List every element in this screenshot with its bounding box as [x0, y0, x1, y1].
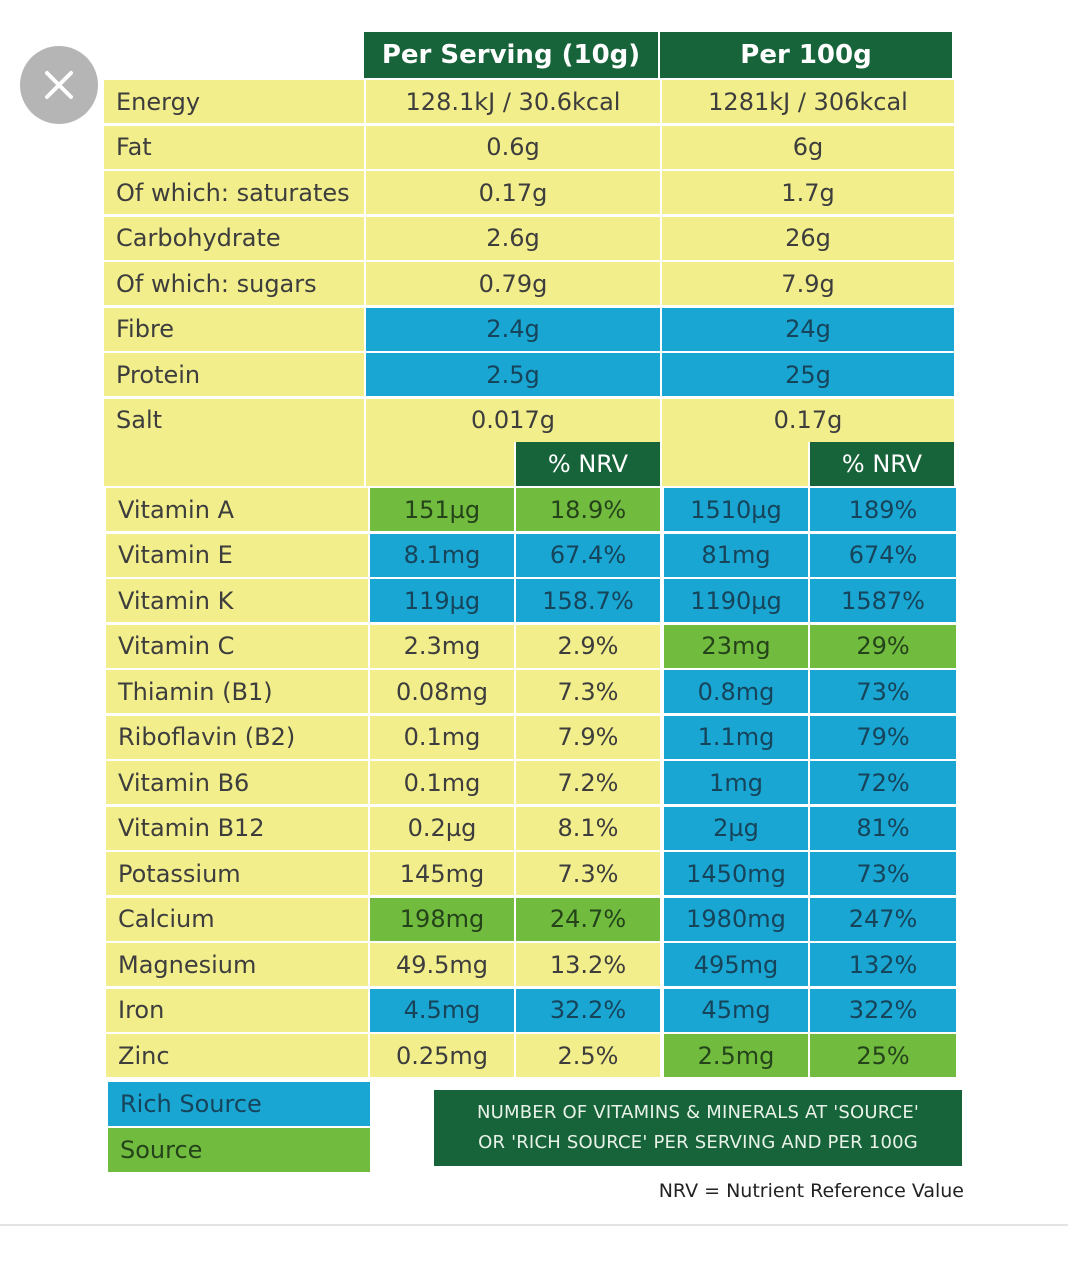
vitamin-serving-value: 0.2µg — [370, 807, 514, 850]
vitamin-100g-value: 1mg — [664, 761, 808, 804]
vitamin-label: Vitamin C — [106, 625, 368, 668]
per-100g-value: 24g — [662, 308, 954, 351]
legend-source: Source — [108, 1128, 370, 1172]
vitamin-serving-value: 0.25mg — [370, 1034, 514, 1077]
vitamin-100g-nrv: 189% — [810, 488, 956, 531]
vitamin-label: Vitamin E — [106, 534, 368, 577]
vitamin-100g-nrv: 674% — [810, 534, 956, 577]
vitamin-100g-value: 1980mg — [664, 898, 808, 941]
vitamin-serving-value: 145mg — [370, 852, 514, 895]
vitamin-serving-nrv: 7.9% — [516, 716, 660, 759]
per-serving-value: 2.4g — [366, 308, 660, 351]
vitamin-label: Vitamin K — [106, 579, 368, 622]
vitamin-100g-nrv: 73% — [810, 852, 956, 895]
nrv-row-blank — [662, 442, 808, 486]
vitamin-serving-nrv: 8.1% — [516, 807, 660, 850]
vitamin-serving-value: 4.5mg — [370, 989, 514, 1032]
vitamin-label: Magnesium — [106, 943, 368, 986]
per-serving-value: 0.17g — [366, 171, 660, 214]
vitamin-serving-nrv: 32.2% — [516, 989, 660, 1032]
per-100g-value: 0.17g — [662, 399, 954, 442]
per-serving-value: 2.6g — [366, 217, 660, 260]
vitamin-serving-nrv: 2.5% — [516, 1034, 660, 1077]
vitamin-100g-nrv: 1587% — [810, 579, 956, 622]
vitamin-serving-value: 198mg — [370, 898, 514, 941]
per-serving-value: 128.1kJ / 30.6kcal — [366, 80, 660, 123]
vitamin-100g-value: 2.5mg — [664, 1034, 808, 1077]
per-100g-value: 1281kJ / 306kcal — [662, 80, 954, 123]
vitamin-serving-value: 151µg — [370, 488, 514, 531]
legend-rich-source: Rich Source — [108, 1082, 370, 1126]
vitamin-serving-value: 8.1mg — [370, 534, 514, 577]
per-100g-header: Per 100g — [660, 32, 952, 78]
vitamin-100g-nrv: 247% — [810, 898, 956, 941]
vitamin-100g-nrv: 81% — [810, 807, 956, 850]
nutrient-label: Of which: saturates — [104, 171, 364, 214]
per-100g-value: 26g — [662, 217, 954, 260]
vitamin-serving-value: 0.1mg — [370, 761, 514, 804]
vitamin-label: Vitamin A — [106, 488, 368, 531]
vitamin-100g-nrv: 29% — [810, 625, 956, 668]
vitamin-100g-value: 1510µg — [664, 488, 808, 531]
vitamin-serving-nrv: 2.9% — [516, 625, 660, 668]
per-100g-value: 7.9g — [662, 262, 954, 305]
nutrient-label: Fibre — [104, 308, 364, 351]
per-serving-value: 0.6g — [366, 126, 660, 169]
vitamin-label: Calcium — [106, 898, 368, 941]
vitamin-100g-value: 45mg — [664, 989, 808, 1032]
vitamin-100g-nrv: 132% — [810, 943, 956, 986]
per-serving-value: 0.017g — [366, 399, 660, 442]
vitamin-100g-nrv: 72% — [810, 761, 956, 804]
vitamin-100g-nrv: 73% — [810, 670, 956, 713]
vitamin-100g-nrv: 322% — [810, 989, 956, 1032]
nutrient-label: Energy — [104, 80, 364, 123]
divider — [0, 1224, 1068, 1226]
per-serving-header: Per Serving (10g) — [364, 32, 658, 78]
banner-line: OR 'RICH SOURCE' PER SERVING AND PER 100G — [478, 1132, 918, 1153]
vitamin-100g-value: 23mg — [664, 625, 808, 668]
nutrient-label: Carbohydrate — [104, 217, 364, 260]
nutrient-label: Fat — [104, 126, 364, 169]
nrv-serving-header: % NRV — [516, 442, 660, 486]
vitamin-100g-value: 1450mg — [664, 852, 808, 895]
vitamin-serving-nrv: 7.3% — [516, 852, 660, 895]
vitamin-100g-value: 495mg — [664, 943, 808, 986]
vitamin-label: Iron — [106, 989, 368, 1032]
vitamin-serving-nrv: 7.3% — [516, 670, 660, 713]
vitamin-serving-value: 119µg — [370, 579, 514, 622]
nrv-row-blank — [366, 442, 514, 486]
banner-line: NUMBER OF VITAMINS & MINERALS AT 'SOURCE' — [476, 1102, 920, 1123]
vitamin-label: Zinc — [106, 1034, 368, 1077]
nrv-footnote: NRV = Nutrient Reference Value — [658, 1180, 964, 1202]
vitamin-serving-value: 49.5mg — [370, 943, 514, 986]
nutrient-label: Of which: sugars — [104, 262, 364, 305]
vitamin-serving-nrv: 158.7% — [516, 579, 660, 622]
vitamin-label: Riboflavin (B2) — [106, 716, 368, 759]
per-100g-value: 1.7g — [662, 171, 954, 214]
vitamin-100g-value: 1190µg — [664, 579, 808, 622]
per-100g-value: 25g — [662, 353, 954, 396]
per-serving-value: 0.79g — [366, 262, 660, 305]
nutrient-label: Salt — [104, 399, 364, 442]
vitamin-100g-nrv: 25% — [810, 1034, 956, 1077]
vitamin-serving-nrv: 13.2% — [516, 943, 660, 986]
vitamin-serving-nrv: 7.2% — [516, 761, 660, 804]
per-serving-value: 2.5g — [366, 353, 660, 396]
vitamin-serving-nrv: 18.9% — [516, 488, 660, 531]
vitamin-100g-value: 1.1mg — [664, 716, 808, 759]
vitamin-label: Potassium — [106, 852, 368, 895]
vitamin-label: Vitamin B6 — [106, 761, 368, 804]
source-count-banner — [434, 1090, 962, 1166]
vitamin-serving-value: 0.08mg — [370, 670, 514, 713]
per-100g-value: 6g — [662, 126, 954, 169]
vitamin-100g-value: 2µg — [664, 807, 808, 850]
vitamin-100g-value: 81mg — [664, 534, 808, 577]
vitamin-serving-nrv: 24.7% — [516, 898, 660, 941]
vitamin-100g-value: 0.8mg — [664, 670, 808, 713]
vitamin-serving-value: 2.3mg — [370, 625, 514, 668]
nrv-row-blank — [104, 442, 364, 486]
vitamin-label: Vitamin B12 — [106, 807, 368, 850]
vitamin-100g-nrv: 79% — [810, 716, 956, 759]
vitamin-serving-nrv: 67.4% — [516, 534, 660, 577]
nutrient-label: Protein — [104, 353, 364, 396]
vitamin-serving-value: 0.1mg — [370, 716, 514, 759]
nrv-100g-header: % NRV — [810, 442, 954, 486]
vitamin-label: Thiamin (B1) — [106, 670, 368, 713]
